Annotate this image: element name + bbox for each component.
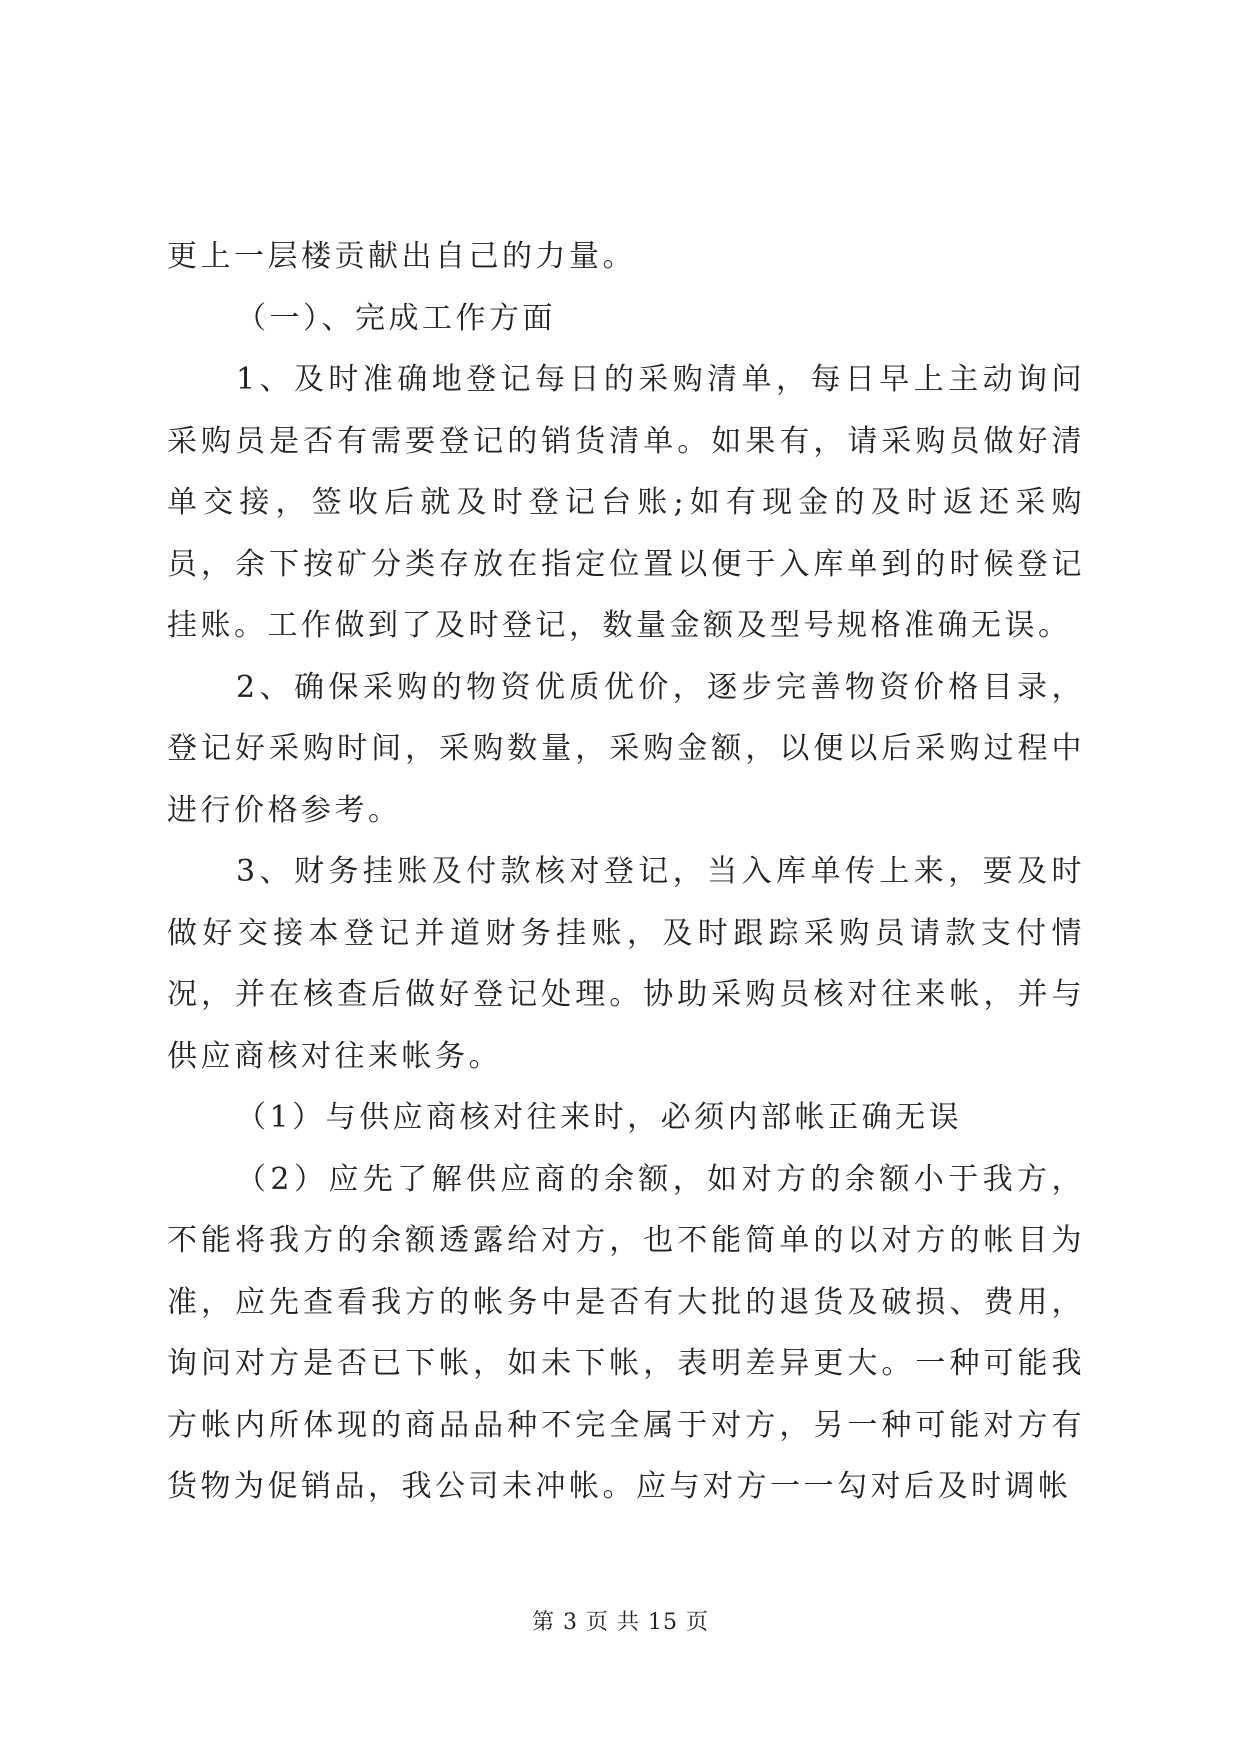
section-heading: （一）、完成工作方面 xyxy=(236,300,556,336)
paragraph-item-1: 1、及时准确地登记每日的采购清单，每日早上主动询问采购员是否有需要登记的销货清单。如果有，请采购员做好清单交接，签收后就及时登记台账;如有现金的及时返还采购员，余下按矿分类存放在指定位置以便于入库单到的时候登记挂账。工作做到了及时登记，数量金额及型号规格准确无误。 xyxy=(167,362,1085,643)
page-number-footer: 第 3 页 共 15 页 xyxy=(532,1610,709,1635)
paragraph-item-3: 3、财务挂账及付款核对登记，当入库单传上来，要及时做好交接本登记并道财务挂账，及时跟踪采购员请款支付情况，并在核查后做好登记处理。协助采购员核对往来帐，并与供应商核对往来帐务。 xyxy=(167,854,1085,1074)
paragraph-subitem-2: （2）应先了解供应商的余额，如对方的余额小于我方，不能将我方的余额透露给对方，也不能简单的以对方的帐目为准，应先查看我方的帐务中是否有大批的退货及破损、费用，询问对方是否已下帐，如未下帐，表明差异更大。一种可能我方帐内所体现的商品品种不完全属于对方，另一种可能对方有货物为促销品，我公司未冲帐。应与对方一一勾对后及时调帐 xyxy=(167,1161,1085,1504)
paragraph-subitem-1: （1）与供应商核对往来时，必须内部帐正确无误 xyxy=(236,1100,963,1135)
paragraph-continuation: 更上一层楼贡献出自己的力量。 xyxy=(167,239,636,274)
paragraph-item-2: 2、确保采购的物资优质优价，逐步完善物资价格目录，登记好采购时间，采购数量，采购金额，以便以后采购过程中进行价格参考。 xyxy=(167,669,1085,828)
document-body xyxy=(167,226,1085,1518)
